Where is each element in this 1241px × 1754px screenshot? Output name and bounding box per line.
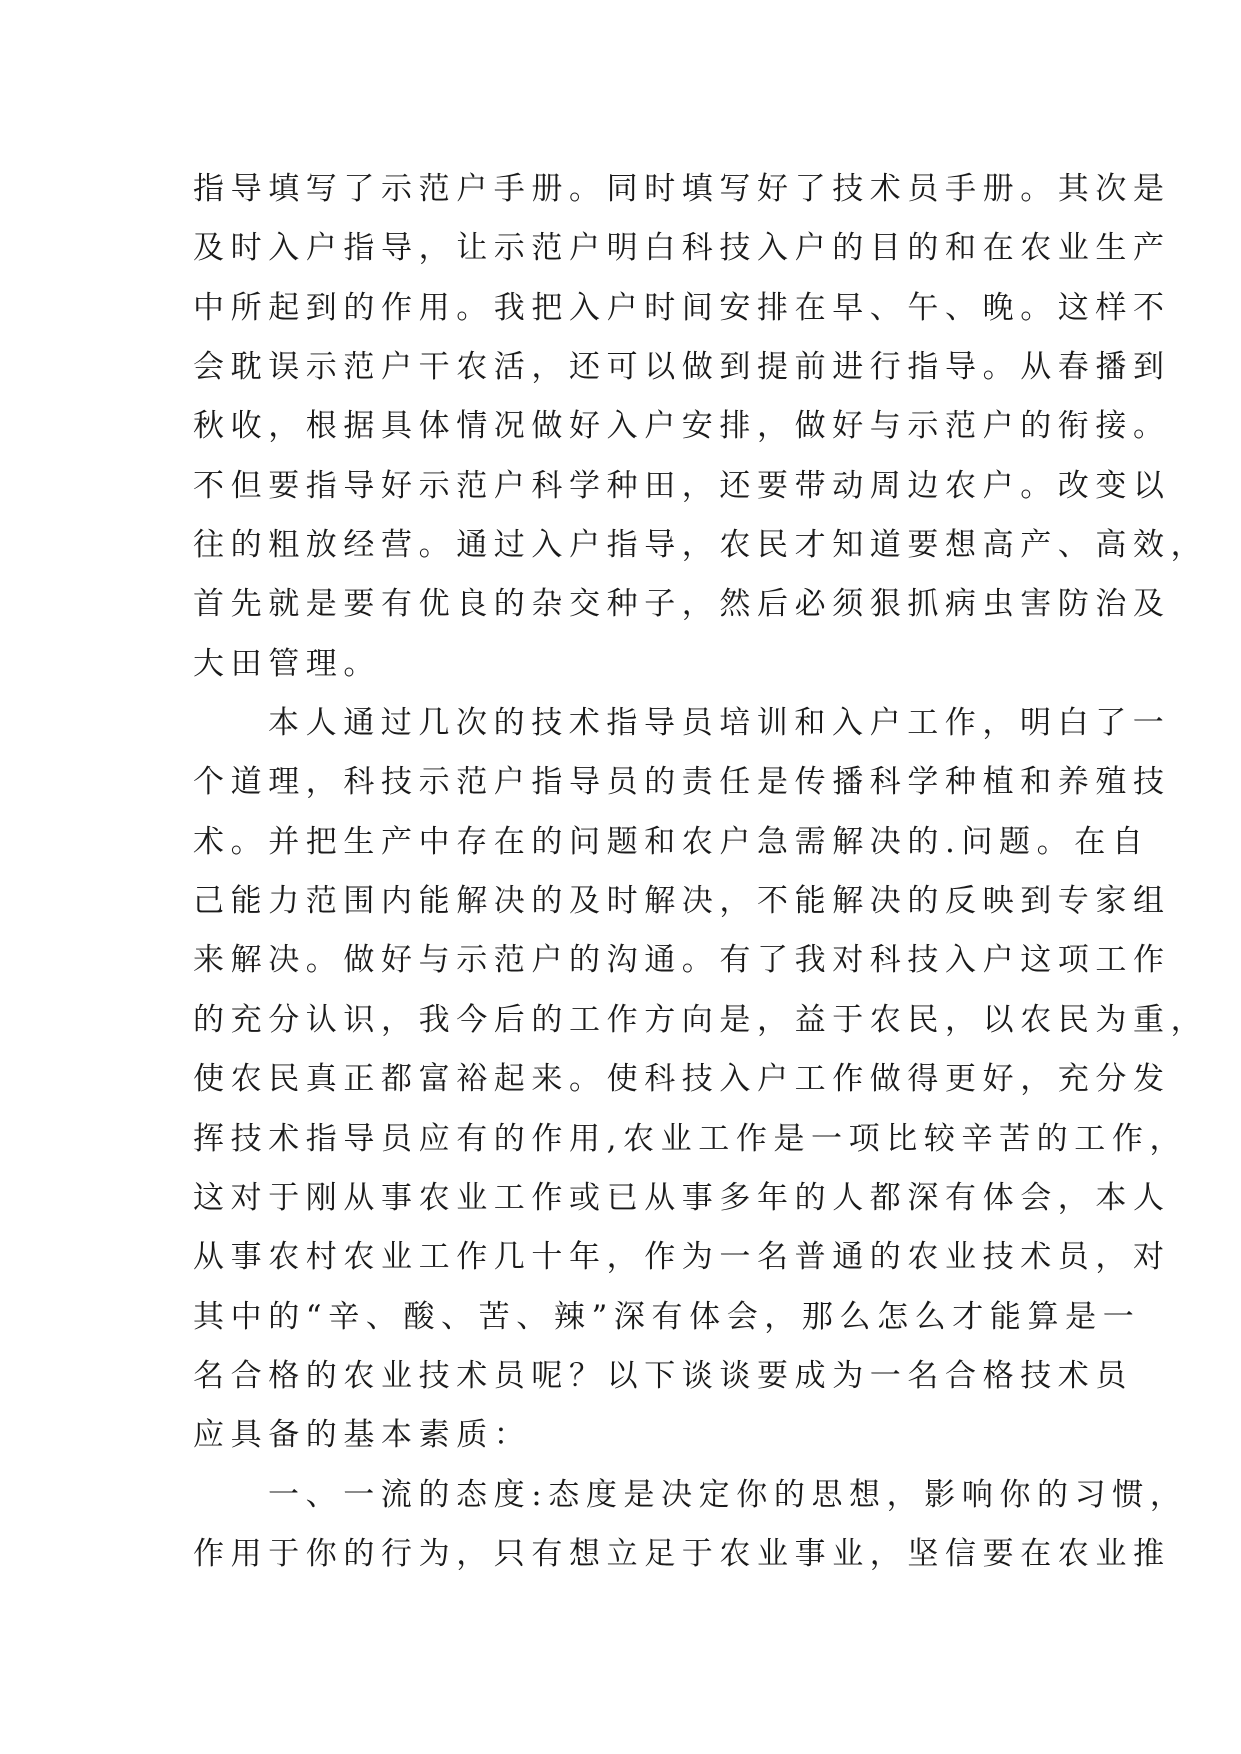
text-line-15: 的充分认识，我今后的工作方向是，益于农民，以农民为重， [193,1001,1209,1038]
text-line-5: 秋收，根据具体情况做好入户安排，做好与示范户的衔接。 [193,408,1171,445]
text-line-22: 应具备的基本素质： [193,1417,532,1454]
text-line-8: 首先就是要有优良的杂交种子，然后必须狠抓病虫害防治及 [193,586,1171,623]
text-line-23: 一、一流的态度:态度是决定你的思想，影响你的习惯， [268,1476,1188,1513]
text-line-6: 不但要指导好示范户科学种田，还要带动周边农户。改变以 [193,467,1171,504]
text-line-12: 术。并把生产中存在的问题和农户急需解决的.问题。在自 [193,823,1150,860]
text-line-17: 挥技术指导员应有的作用,农业工作是一项比较辛苦的工作， [193,1120,1188,1157]
text-line-18: 这对于刚从事农业工作或已从事多年的人都深有体会，本人 [193,1179,1171,1216]
text-line-3: 中所起到的作用。我把入户时间安排在早、午、晚。这样不 [193,289,1171,326]
text-line-9: 大田管理。 [193,645,381,682]
text-line-11: 个道理，科技示范户指导员的责任是传播科学种植和养殖技 [193,764,1171,801]
text-line-10: 本人通过几次的技术指导员培训和入户工作，明白了一 [268,705,1171,742]
text-line-13: 己能力范围内能解决的及时解决，不能解决的反映到专家组 [193,883,1171,920]
text-line-19: 从事农村农业工作几十年，作为一名普通的农业技术员，对 [193,1239,1171,1276]
text-line-4: 会耽误示范户干农活，还可以做到提前进行指导。从春播到 [193,349,1171,386]
text-line-16: 使农民真正都富裕起来。使科技入户工作做得更好，充分发 [193,1061,1171,1098]
text-line-2: 及时入户指导，让示范户明白科技入户的目的和在农业生产 [193,230,1171,267]
document-body [193,160,1209,1584]
text-line-20: 其中的“辛、酸、苦、辣”深有体会，那么怎么才能算是一 [193,1298,1141,1335]
text-line-7: 往的粗放经营。通过入户指导，农民才知道要想高产、高效， [193,527,1209,564]
text-line-21: 名合格的农业技术员呢？以下谈谈要成为一名合格技术员 [193,1357,1133,1394]
text-line-24: 作用于你的行为，只有想立足于农业事业，坚信要在农业推 [193,1535,1171,1572]
text-line-1: 指导填写了示范户手册。同时填写好了技术员手册。其次是 [193,171,1171,207]
text-line-14: 来解决。做好与示范户的沟通。有了我对科技入户这项工作 [193,942,1171,979]
